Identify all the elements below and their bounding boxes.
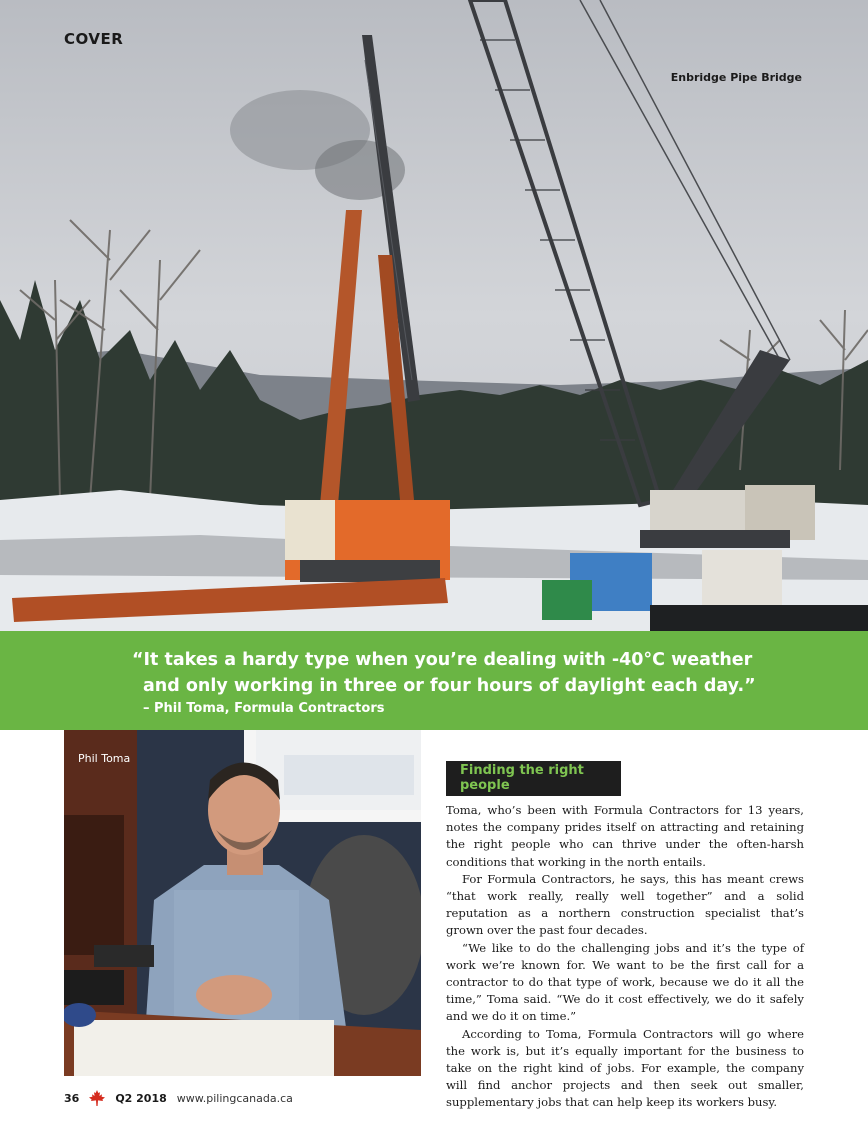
- article-paragraph: For Formula Contractors, he says, this has meant crews “that work really, really well together” and a solid reputation as a northern construction specialist that’s grown over the past four decades.: [446, 871, 804, 938]
- pull-quote-line-2: and only working in three or four hours of daylight each day.”: [143, 676, 756, 696]
- portrait-photo: [64, 730, 421, 1076]
- article-column: [446, 761, 804, 1112]
- article-paragraph: Toma, who’s been with Formula Contractors for 13 years, notes the company prides itself on attracting and retaining the right people who can thrive under the often-harsh conditions that working in the north entails.: [446, 803, 804, 869]
- page-number: 36: [64, 1091, 80, 1105]
- pull-quote-line-1: “It takes a hardy type when you’re dealing with -40°C weather: [132, 650, 753, 670]
- section-heading: Finding the right people: [446, 761, 621, 796]
- office-portrait-photo: [64, 730, 421, 1076]
- pull-quote-band: [0, 631, 868, 730]
- section-label: COVER: [64, 30, 124, 48]
- pull-quote-attribution: – Phil Toma, Formula Contractors: [143, 701, 385, 716]
- portrait-caption: Phil Toma: [78, 752, 131, 765]
- article-paragraph: “We like to do the challenging jobs and it’s the type of work we’re known for. We want to be the first call for a contractor to do that type of work, because we do it all the time,” Toma said. “We do it cost effectively, we do it safely and we do it on time.”: [446, 940, 804, 1024]
- pull-quote: [132, 647, 792, 699]
- hero-caption: Enbridge Pipe Bridge: [670, 71, 802, 84]
- website-link[interactable]: www.pilingcanada.ca: [176, 1091, 293, 1105]
- article-paragraph: According to Toma, Formula Contractors will go where the work is, but it’s equally important for the business to take on the right kind of jobs. For example, the company will find anchor projects and then seek out smaller, supplementary jobs that can help keep its workers busy.: [446, 1026, 804, 1110]
- maple-leaf-icon: [89, 1090, 105, 1106]
- issue-label: Q2 2018: [115, 1091, 167, 1105]
- page-footer: [64, 1090, 293, 1106]
